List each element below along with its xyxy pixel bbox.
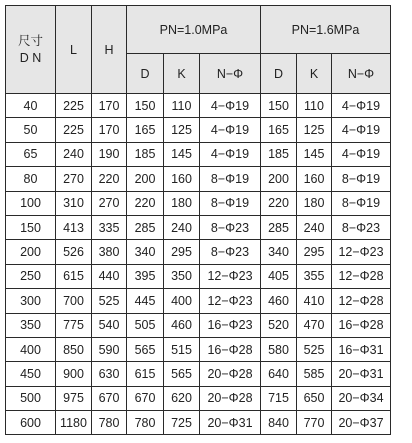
table-row — [6, 386, 391, 410]
cell-d2: 640 — [261, 362, 297, 386]
cell-k1: 515 — [164, 337, 200, 361]
cell-n-phi1: 12−Φ23 — [200, 289, 261, 313]
subheader-sub-d-2: D — [261, 54, 297, 94]
cell-d1: 565 — [127, 337, 164, 361]
header-l: L — [56, 6, 92, 94]
cell-l: 526 — [56, 240, 92, 264]
cell-d1: 165 — [127, 118, 164, 142]
cell-n-phi2: 20−Φ37 — [332, 411, 391, 435]
table-row — [6, 362, 391, 386]
cell-dn: 400 — [6, 337, 56, 361]
cell-k1: 125 — [164, 118, 200, 142]
table-row — [6, 264, 391, 288]
cell-d1: 185 — [127, 142, 164, 166]
cell-dn: 65 — [6, 142, 56, 166]
cell-k2: 410 — [297, 289, 332, 313]
cell-dn: 40 — [6, 94, 56, 118]
cell-n-phi1: 20−Φ28 — [200, 362, 261, 386]
cell-d2: 840 — [261, 411, 297, 435]
cell-k1: 160 — [164, 167, 200, 191]
cell-l: 975 — [56, 386, 92, 410]
cell-d2: 200 — [261, 167, 297, 191]
header-dn-line2: D N — [19, 50, 42, 65]
cell-d2: 285 — [261, 215, 297, 239]
cell-h: 380 — [92, 240, 127, 264]
cell-d1: 285 — [127, 215, 164, 239]
header-dn-line1: 尺寸 — [17, 33, 43, 48]
cell-l: 225 — [56, 118, 92, 142]
cell-n-phi2: 16−Φ31 — [332, 337, 391, 361]
cell-dn: 200 — [6, 240, 56, 264]
cell-d1: 395 — [127, 264, 164, 288]
cell-n-phi2: 20−Φ31 — [332, 362, 391, 386]
cell-h: 630 — [92, 362, 127, 386]
cell-l: 240 — [56, 142, 92, 166]
cell-d1: 220 — [127, 191, 164, 215]
cell-k2: 180 — [297, 191, 332, 215]
cell-d2: 405 — [261, 264, 297, 288]
cell-h: 170 — [92, 118, 127, 142]
subheader-sub-n-phi-2: N−Φ — [332, 54, 391, 94]
cell-n-phi2: 12−Φ28 — [332, 264, 391, 288]
cell-d1: 150 — [127, 94, 164, 118]
cell-l: 850 — [56, 337, 92, 361]
cell-h: 220 — [92, 167, 127, 191]
table-row — [6, 313, 391, 337]
cell-k1: 295 — [164, 240, 200, 264]
cell-d2: 460 — [261, 289, 297, 313]
cell-l: 775 — [56, 313, 92, 337]
cell-l: 900 — [56, 362, 92, 386]
cell-n-phi2: 8−Φ23 — [332, 215, 391, 239]
cell-k1: 460 — [164, 313, 200, 337]
cell-k1: 110 — [164, 94, 200, 118]
cell-n-phi1: 8−Φ23 — [200, 215, 261, 239]
table-row — [6, 289, 391, 313]
subheader-sub-n-phi-1: N−Φ — [200, 54, 261, 94]
cell-d2: 185 — [261, 142, 297, 166]
cell-h: 540 — [92, 313, 127, 337]
cell-h: 170 — [92, 94, 127, 118]
cell-d2: 165 — [261, 118, 297, 142]
cell-k1: 180 — [164, 191, 200, 215]
header-h: H — [92, 6, 127, 94]
cell-d2: 220 — [261, 191, 297, 215]
cell-dn: 80 — [6, 167, 56, 191]
cell-n-phi2: 4−Φ19 — [332, 142, 391, 166]
cell-l: 225 — [56, 94, 92, 118]
table-row — [6, 240, 391, 264]
cell-d1: 670 — [127, 386, 164, 410]
cell-n-phi1: 12−Φ23 — [200, 264, 261, 288]
cell-n-phi2: 16−Φ28 — [332, 313, 391, 337]
cell-dn: 600 — [6, 411, 56, 435]
cell-k1: 620 — [164, 386, 200, 410]
cell-k1: 565 — [164, 362, 200, 386]
cell-l: 615 — [56, 264, 92, 288]
cell-dn: 100 — [6, 191, 56, 215]
cell-k2: 470 — [297, 313, 332, 337]
cell-n-phi1: 20−Φ31 — [200, 411, 261, 435]
subheader-sub-k-2: K — [297, 54, 332, 94]
cell-l: 700 — [56, 289, 92, 313]
cell-d1: 340 — [127, 240, 164, 264]
cell-n-phi2: 8−Φ19 — [332, 167, 391, 191]
cell-n-phi1: 8−Φ19 — [200, 167, 261, 191]
cell-n-phi1: 4−Φ19 — [200, 142, 261, 166]
cell-d1: 445 — [127, 289, 164, 313]
cell-d2: 150 — [261, 94, 297, 118]
cell-dn: 300 — [6, 289, 56, 313]
cell-k2: 110 — [297, 94, 332, 118]
table-row — [6, 411, 391, 435]
cell-n-phi1: 16−Φ23 — [200, 313, 261, 337]
cell-dn: 350 — [6, 313, 56, 337]
cell-h: 525 — [92, 289, 127, 313]
table-row — [6, 94, 391, 118]
table-row — [6, 142, 391, 166]
header-dn — [6, 6, 56, 94]
cell-d2: 715 — [261, 386, 297, 410]
cell-d1: 505 — [127, 313, 164, 337]
cell-k1: 240 — [164, 215, 200, 239]
cell-n-phi1: 8−Φ23 — [200, 240, 261, 264]
cell-k1: 350 — [164, 264, 200, 288]
cell-k1: 400 — [164, 289, 200, 313]
cell-n-phi2: 12−Φ28 — [332, 289, 391, 313]
cell-l: 1180 — [56, 411, 92, 435]
cell-d2: 580 — [261, 337, 297, 361]
cell-n-phi1: 8−Φ19 — [200, 191, 261, 215]
cell-l: 270 — [56, 167, 92, 191]
cell-h: 335 — [92, 215, 127, 239]
table-body — [6, 94, 391, 435]
cell-n-phi1: 20−Φ28 — [200, 386, 261, 410]
flange-dimension-table — [5, 5, 391, 435]
cell-k2: 145 — [297, 142, 332, 166]
cell-dn: 500 — [6, 386, 56, 410]
cell-k2: 295 — [297, 240, 332, 264]
table-row — [6, 191, 391, 215]
cell-dn: 150 — [6, 215, 56, 239]
cell-n-phi2: 12−Φ23 — [332, 240, 391, 264]
cell-k2: 770 — [297, 411, 332, 435]
cell-k2: 585 — [297, 362, 332, 386]
cell-d1: 615 — [127, 362, 164, 386]
cell-d1: 780 — [127, 411, 164, 435]
cell-n-phi2: 4−Φ19 — [332, 118, 391, 142]
cell-k2: 160 — [297, 167, 332, 191]
table-row — [6, 118, 391, 142]
cell-l: 413 — [56, 215, 92, 239]
table-row — [6, 215, 391, 239]
cell-n-phi2: 8−Φ19 — [332, 191, 391, 215]
cell-d2: 340 — [261, 240, 297, 264]
cell-d1: 200 — [127, 167, 164, 191]
cell-h: 270 — [92, 191, 127, 215]
subheader-sub-k-1: K — [164, 54, 200, 94]
cell-h: 440 — [92, 264, 127, 288]
cell-k2: 240 — [297, 215, 332, 239]
cell-dn: 450 — [6, 362, 56, 386]
cell-n-phi1: 4−Φ19 — [200, 118, 261, 142]
header-pn-1-0: PN=1.0MPa — [127, 6, 261, 54]
cell-n-phi1: 16−Φ28 — [200, 337, 261, 361]
cell-k1: 145 — [164, 142, 200, 166]
cell-n-phi1: 4−Φ19 — [200, 94, 261, 118]
flange-dimension-table-container — [5, 5, 391, 435]
cell-k2: 125 — [297, 118, 332, 142]
subheader-sub-d-1: D — [127, 54, 164, 94]
cell-k2: 525 — [297, 337, 332, 361]
cell-k2: 650 — [297, 386, 332, 410]
header-pn-1-6: PN=1.6MPa — [261, 6, 391, 54]
cell-k2: 355 — [297, 264, 332, 288]
cell-h: 190 — [92, 142, 127, 166]
cell-h: 590 — [92, 337, 127, 361]
table-row — [6, 167, 391, 191]
cell-k1: 725 — [164, 411, 200, 435]
table-row — [6, 337, 391, 361]
cell-d2: 520 — [261, 313, 297, 337]
cell-dn: 50 — [6, 118, 56, 142]
cell-l: 310 — [56, 191, 92, 215]
cell-n-phi2: 20−Φ34 — [332, 386, 391, 410]
cell-n-phi2: 4−Φ19 — [332, 94, 391, 118]
cell-h: 780 — [92, 411, 127, 435]
cell-h: 670 — [92, 386, 127, 410]
cell-dn: 250 — [6, 264, 56, 288]
